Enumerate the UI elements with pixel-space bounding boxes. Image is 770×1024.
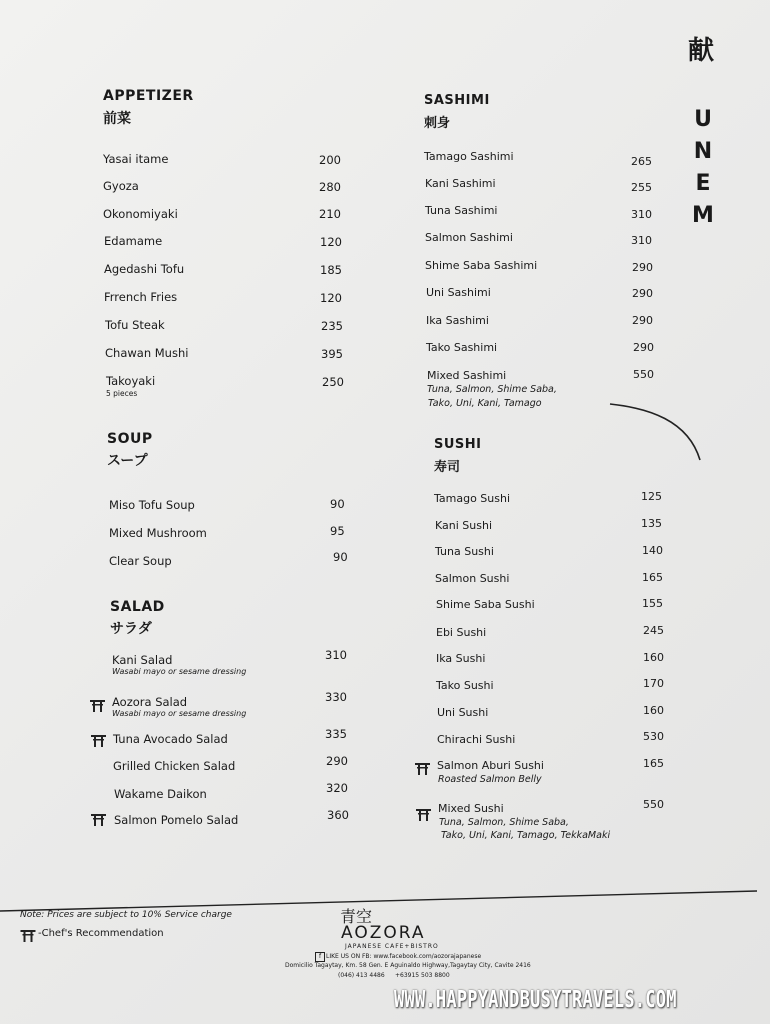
- menu-item: Mixed Sashimi: [427, 369, 507, 382]
- menu-price: 550: [633, 368, 654, 381]
- menu-price: 125: [641, 490, 662, 503]
- menu-price: 330: [325, 690, 347, 704]
- soup-title: SOUP: [107, 431, 153, 447]
- menu-item: Mixed Sushi: [438, 802, 504, 815]
- menu-price: 170: [643, 677, 664, 690]
- menu-item: Tuna Sushi: [435, 545, 494, 558]
- menu-price: 290: [632, 261, 653, 274]
- brand-tagline: JAPANESE CAFE+BISTRO: [345, 943, 439, 950]
- menu-item: Uni Sushi: [437, 706, 489, 719]
- menu-item: Tamago Sashimi: [424, 150, 514, 163]
- menu-vertical-title: [689, 104, 719, 232]
- service-charge-note: Note: Prices are subject to 10% Service charge: [20, 910, 232, 920]
- menu-item: Edamame: [104, 234, 163, 248]
- menu-item: Miso Tofu Soup: [109, 498, 195, 512]
- menu-item: Kani Sashimi: [425, 177, 496, 190]
- menu-item: Aozora Salad: [112, 695, 188, 709]
- item-note: Tuna, Salmon, Shime Saba,: [439, 817, 569, 828]
- sushi-jp: 寿司: [434, 460, 461, 475]
- item-note: Tako, Uni, Kani, Tamago, TekkaMaki: [441, 830, 611, 841]
- menu-item: Chirachi Sushi: [437, 733, 516, 746]
- chef-recommendation-icon: [20, 929, 36, 942]
- menu-item: Kani Salad: [112, 653, 173, 667]
- chef-recommendation-icon: [90, 699, 105, 712]
- menu-item: Tuna Sashimi: [425, 204, 498, 217]
- menu-price: 335: [325, 727, 347, 741]
- mobile: +63915 503 8800: [395, 972, 450, 979]
- menu-price: 290: [632, 287, 653, 300]
- menu-price: 250: [322, 375, 344, 389]
- chef-recommendation-icon: [91, 813, 106, 826]
- menu-price: 530: [643, 730, 664, 743]
- menu-price: 310: [631, 234, 652, 247]
- menu-price: 160: [643, 704, 664, 717]
- item-note: 5 pieces: [106, 389, 138, 398]
- menu-item: Kani Sushi: [435, 519, 492, 532]
- menu-price: 90: [333, 550, 348, 564]
- menu-price: 200: [319, 153, 341, 167]
- menu-price: 550: [643, 798, 664, 811]
- menu-price: 245: [643, 624, 664, 637]
- menu-price: 160: [643, 651, 664, 664]
- menu-price: 395: [321, 347, 343, 361]
- menu-price: 290: [326, 754, 348, 768]
- menu-price: 290: [633, 341, 654, 354]
- menu-item: Shime Saba Sushi: [436, 598, 535, 611]
- menu-item: Agedashi Tofu: [104, 262, 185, 276]
- menu-item: Ika Sushi: [436, 652, 486, 665]
- chef-recommendation-icon: [416, 808, 431, 821]
- menu-price: 165: [643, 757, 664, 770]
- menu-item: Tako Sashimi: [426, 341, 498, 354]
- watermark: WWW.HAPPYANDBUSYTRAVELS.COM: [394, 987, 677, 1013]
- sushi-title: SUSHI: [434, 437, 482, 452]
- chef-recommendation-icon: [415, 762, 430, 775]
- menu-price: 120: [320, 291, 342, 305]
- menu-item: Takoyaki: [106, 374, 156, 388]
- menu-item: Tamago Sushi: [434, 492, 511, 505]
- menu-item: Okonomiyaki: [103, 207, 178, 221]
- salad-title: SALAD: [110, 599, 165, 615]
- menu-price: 360: [327, 808, 349, 822]
- chef-recommendation-icon: [91, 734, 106, 747]
- appetizer-title: APPETIZER: [103, 88, 194, 104]
- menu-price: 185: [320, 263, 342, 277]
- address: Domicilio Tagaytay, Km. 58 Gen. E Aguinaldo Highway,Tagaytay City, Cavite 2416: [285, 962, 531, 969]
- menu-item: Salmon Sushi: [435, 572, 510, 585]
- menu-kanji: 献: [688, 36, 715, 66]
- menu-price: 290: [632, 314, 653, 327]
- menu-item: Clear Soup: [109, 554, 172, 568]
- menu-item: Frrench Fries: [104, 290, 178, 304]
- menu-item: Gyoza: [103, 179, 139, 193]
- phone: (046) 413 4486: [338, 972, 385, 979]
- menu-price: 210: [319, 207, 341, 221]
- facebook-icon: f: [315, 952, 325, 962]
- chef-recommendation-legend: -Chef's Recommendation: [38, 928, 164, 939]
- menu-item: Salmon Pomelo Salad: [114, 813, 239, 827]
- menu-item: Uni Sashimi: [426, 286, 491, 299]
- item-note: Tako, Uni, Kani, Tamago: [428, 398, 542, 409]
- menu-item: Ika Sashimi: [426, 314, 489, 327]
- menu-price: 235: [321, 319, 343, 333]
- menu-price: 310: [631, 208, 652, 221]
- menu-price: 95: [330, 524, 345, 538]
- menu-item: Tofu Steak: [105, 318, 165, 332]
- menu-price: 90: [330, 497, 345, 511]
- item-note: Roasted Salmon Belly: [438, 774, 542, 785]
- sashimi-title: SASHIMI: [424, 93, 490, 108]
- menu-price: 120: [320, 235, 342, 249]
- facebook-link: LIKE US ON FB: www.facebook.com/aozorajapanese: [326, 953, 482, 960]
- menu-price: 140: [642, 544, 663, 557]
- menu-item: Yasai itame: [103, 152, 169, 166]
- menu-price: 155: [642, 597, 663, 610]
- salad-jp: サラダ: [110, 621, 152, 637]
- appetizer-jp: 前菜: [103, 111, 131, 127]
- menu-item: Salmon Sashimi: [425, 231, 513, 244]
- menu-item: Wakame Daikon: [114, 787, 207, 801]
- menu-price: 165: [642, 571, 663, 584]
- menu-price: 280: [319, 180, 341, 194]
- menu-price: 320: [326, 781, 348, 795]
- item-note: Tuna, Salmon, Shime Saba,: [427, 384, 557, 395]
- menu-letter: U: [694, 107, 714, 132]
- menu-price: 310: [325, 648, 347, 662]
- menu-price: 265: [631, 155, 652, 168]
- menu-item: Mixed Mushroom: [109, 526, 207, 540]
- menu-item: Ebi Sushi: [436, 626, 487, 639]
- brand-name: AOZORA: [341, 923, 426, 943]
- pen-mark: [608, 400, 708, 470]
- sashimi-jp: 刺身: [424, 116, 451, 131]
- menu-item: Chawan Mushi: [105, 346, 189, 360]
- menu-item: Shime Saba Sashimi: [425, 259, 538, 272]
- menu-letter: N: [693, 139, 715, 164]
- menu-price: 135: [641, 517, 662, 530]
- menu-item: Salmon Aburi Sushi: [437, 759, 544, 772]
- menu-item: Tuna Avocado Salad: [113, 732, 228, 746]
- menu-item: Tako Sushi: [436, 679, 494, 692]
- item-note: Wasabi mayo or sesame dressing: [112, 667, 247, 676]
- item-note: Wasabi mayo or sesame dressing: [112, 709, 247, 718]
- menu-price: 255: [631, 181, 652, 194]
- brand-jp: 青空: [340, 907, 373, 926]
- menu-item: Grilled Chicken Salad: [113, 759, 236, 773]
- menu-letter: E: [695, 171, 713, 196]
- menu-letter: M: [692, 203, 716, 228]
- soup-jp: スープ: [107, 453, 148, 469]
